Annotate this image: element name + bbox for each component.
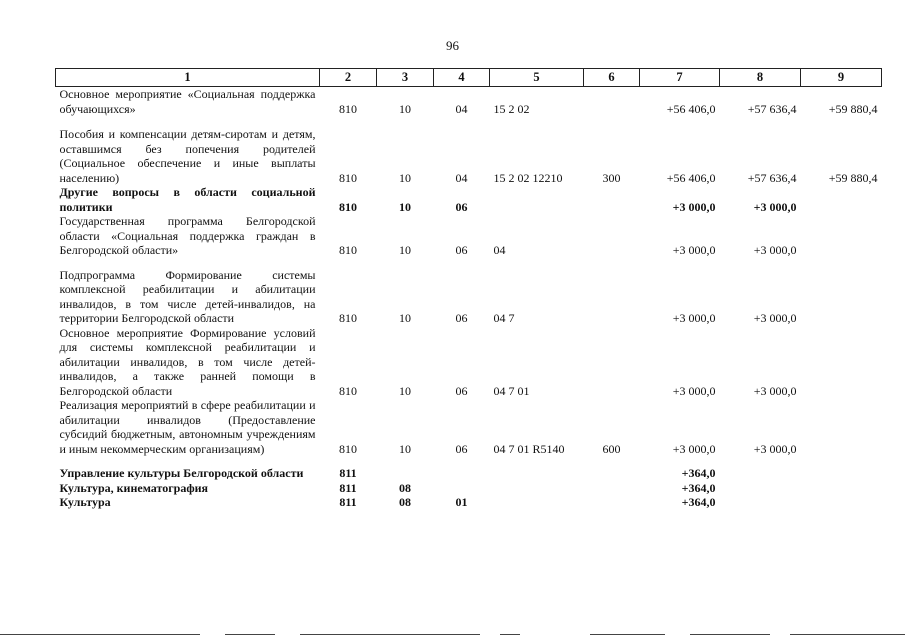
cell-expense-type bbox=[584, 214, 640, 258]
cell-amount-8 bbox=[720, 495, 801, 510]
cell-section: 08 bbox=[399, 495, 411, 509]
column-header: 5 bbox=[490, 69, 584, 87]
column-header: 2 bbox=[320, 69, 377, 87]
cell-target-article: 15 2 02 bbox=[493, 101, 530, 116]
cell-amount-7: +364,0 bbox=[681, 480, 716, 495]
cell-expense-type bbox=[584, 258, 640, 326]
cell-subsection bbox=[434, 456, 490, 481]
cell-amount-9: +59 880,4 bbox=[828, 170, 878, 185]
cell-subsection: 06 bbox=[455, 441, 468, 456]
cell-subsection: 06 bbox=[455, 199, 468, 214]
cell-subsection: 06 bbox=[455, 311, 468, 325]
table-row bbox=[56, 456, 882, 481]
cell-amount-9 bbox=[801, 481, 882, 496]
cell-expense-type bbox=[584, 481, 640, 496]
cell-amount-8: +3 000,0 bbox=[753, 199, 797, 214]
cell-admin-code: 810 bbox=[339, 311, 357, 325]
cell-amount-9 bbox=[801, 398, 882, 456]
cell-admin-code: 810 bbox=[339, 101, 357, 116]
cell-amount-8: +3 000,0 bbox=[753, 383, 797, 398]
cell-amount-8 bbox=[720, 481, 801, 496]
budget-table bbox=[55, 68, 882, 510]
cell-target-article bbox=[490, 456, 584, 481]
cell-admin-code: 810 bbox=[339, 383, 357, 398]
cell-target-article: 04 7 01 R5140 bbox=[493, 441, 565, 456]
row-name: Управление культуры Белгородской области bbox=[59, 466, 304, 480]
column-header: 9 bbox=[801, 69, 882, 87]
cell-expense-type bbox=[584, 495, 640, 510]
cell-amount-7: +3 000,0 bbox=[672, 383, 716, 398]
cell-subsection: 06 bbox=[455, 243, 468, 257]
cell-target-article bbox=[490, 495, 584, 510]
cell-amount-9 bbox=[801, 214, 882, 258]
cell-amount-8: +57 636,4 bbox=[747, 101, 797, 116]
cell-amount-7: +364,0 bbox=[681, 466, 716, 480]
column-header: 6 bbox=[584, 69, 640, 87]
column-header: 7 bbox=[640, 69, 720, 87]
column-header: 3 bbox=[377, 69, 434, 87]
cell-target-article: 04 bbox=[493, 243, 506, 257]
cell-amount-9 bbox=[801, 456, 882, 481]
cell-subsection: 06 bbox=[455, 383, 468, 398]
column-header: 8 bbox=[720, 69, 801, 87]
table-row bbox=[56, 185, 882, 214]
cell-section: 10 bbox=[399, 199, 411, 214]
row-name: Другие вопросы в области социальной политики bbox=[59, 185, 316, 214]
cell-expense-type bbox=[584, 87, 640, 117]
row-name: Основное мероприятие Формирование условий для системы комплексной реабилитации и абилитации инвалидов, в том числе детей-инвалидов, а также ранней помощи в Белгородской области bbox=[59, 325, 316, 398]
cell-admin-code: 810 bbox=[339, 441, 357, 456]
table-row bbox=[56, 87, 882, 117]
row-name: Пособия и компенсации детям-сиротам и детям, оставшимся без попечения родителей (Социальное обеспечение и иные выплаты населению) bbox=[59, 127, 316, 185]
table-header-row bbox=[56, 69, 882, 87]
table-row bbox=[56, 481, 882, 496]
cell-section: 08 bbox=[399, 480, 411, 495]
cell-expense-type bbox=[584, 185, 640, 214]
cell-admin-code: 811 bbox=[339, 480, 357, 495]
cell-subsection: 01 bbox=[455, 495, 468, 509]
column-header: 1 bbox=[56, 69, 320, 87]
cell-amount-9 bbox=[801, 495, 882, 510]
cell-target-article bbox=[490, 185, 584, 214]
cell-section: 10 bbox=[399, 311, 411, 325]
cell-amount-7: +3 000,0 bbox=[672, 199, 716, 214]
row-name: Подпрограмма Формирование системы комплексной реабилитации и абилитации инвалидов, в том числе детей-инвалидов, на территории Белгородской области bbox=[59, 267, 316, 325]
cell-amount-7: +3 000,0 bbox=[672, 311, 716, 325]
cell-amount-8: +3 000,0 bbox=[753, 311, 797, 325]
scan-edge-lines bbox=[0, 634, 905, 636]
cell-expense-type bbox=[584, 456, 640, 481]
cell-amount-8: +57 636,4 bbox=[747, 170, 797, 185]
table-row bbox=[56, 398, 882, 456]
table-row bbox=[56, 214, 882, 258]
table-row bbox=[56, 326, 882, 399]
cell-target-article: 15 2 02 12210 bbox=[493, 170, 563, 185]
cell-expense-type bbox=[584, 326, 640, 399]
cell-amount-9: +59 880,4 bbox=[828, 101, 878, 116]
cell-section: 10 bbox=[399, 101, 411, 116]
cell-amount-8: +3 000,0 bbox=[753, 441, 797, 456]
cell-section: 10 bbox=[399, 441, 411, 456]
table-row bbox=[56, 116, 882, 185]
cell-expense-type: 300 bbox=[602, 170, 621, 185]
cell-section: 10 bbox=[399, 383, 411, 398]
row-name: Основное мероприятие «Социальная поддержка обучающихся» bbox=[59, 87, 316, 116]
cell-amount-9 bbox=[801, 326, 882, 399]
cell-amount-9 bbox=[801, 185, 882, 214]
cell-amount-7: +3 000,0 bbox=[672, 441, 716, 456]
cell-amount-8: +3 000,0 bbox=[753, 243, 797, 257]
page-number: 96 bbox=[446, 38, 459, 53]
cell-amount-7: +56 406,0 bbox=[666, 101, 716, 116]
row-name: Культура bbox=[59, 495, 111, 509]
cell-admin-code: 810 bbox=[339, 170, 357, 185]
cell-amount-7: +56 406,0 bbox=[666, 170, 716, 185]
cell-amount-7: +3 000,0 bbox=[672, 243, 716, 257]
cell-admin-code: 811 bbox=[339, 495, 357, 509]
cell-amount-7: +364,0 bbox=[681, 495, 716, 509]
table-row bbox=[56, 258, 882, 326]
cell-target-article: 04 7 bbox=[493, 311, 515, 325]
table-row bbox=[56, 495, 882, 510]
cell-admin-code: 810 bbox=[339, 199, 357, 214]
column-header: 4 bbox=[434, 69, 490, 87]
cell-subsection bbox=[434, 481, 490, 496]
cell-section: 10 bbox=[399, 243, 411, 257]
cell-amount-9 bbox=[801, 258, 882, 326]
cell-target-article bbox=[490, 481, 584, 496]
cell-subsection: 04 bbox=[455, 170, 468, 185]
cell-expense-type: 600 bbox=[602, 441, 621, 456]
cell-amount-8 bbox=[720, 456, 801, 481]
row-name: Государственная программа Белгородской области «Социальная поддержка граждан в Белгородской области» bbox=[59, 214, 316, 257]
row-name: Реализация мероприятий в сфере реабилитации и абилитации инвалидов (Предоставление субсидий бюджетным, автономным учреждениям и иным некоммерческим организациям) bbox=[59, 398, 316, 456]
cell-target-article: 04 7 01 bbox=[493, 383, 530, 398]
cell-section bbox=[377, 456, 434, 481]
cell-subsection: 04 bbox=[455, 101, 468, 116]
cell-section: 10 bbox=[399, 170, 411, 185]
row-name: Культура, кинематография bbox=[59, 480, 209, 495]
cell-admin-code: 811 bbox=[339, 466, 357, 480]
cell-admin-code: 810 bbox=[339, 243, 357, 257]
